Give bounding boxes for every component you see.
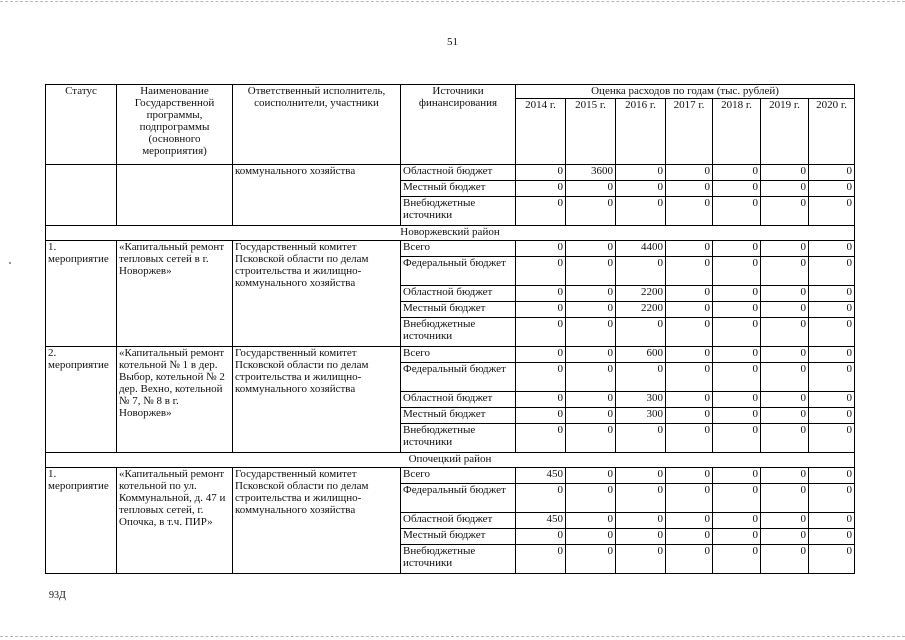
amount-cell: 0	[516, 181, 566, 197]
header-year: 2018 г.	[713, 99, 761, 165]
amount-cell: 0	[666, 347, 713, 363]
amount-cell: 0	[809, 513, 855, 529]
funding-source: Внебюджетные источники	[401, 318, 516, 347]
activity-status: 1. мероприятие	[46, 468, 117, 574]
funding-source: Областной бюджет	[401, 286, 516, 302]
header-year: 2020 г.	[809, 99, 855, 165]
funding-source: Федеральный бюджет	[401, 363, 516, 392]
amount-cell: 0	[616, 257, 666, 286]
amount-cell: 0	[761, 241, 809, 257]
amount-cell: 0	[713, 197, 761, 226]
amount-cell: 0	[809, 302, 855, 318]
amount-cell: 0	[809, 392, 855, 408]
amount-cell: 2200	[616, 286, 666, 302]
amount-cell: 0	[761, 257, 809, 286]
amount-cell: 4400	[616, 241, 666, 257]
amount-cell: 0	[566, 363, 616, 392]
section-title: Опочецкий район	[46, 453, 855, 468]
amount-cell: 0	[516, 241, 566, 257]
amount-cell: 0	[566, 468, 616, 484]
status-cell-empty	[46, 165, 117, 226]
amount-cell: 0	[666, 363, 713, 392]
amount-cell: 0	[761, 197, 809, 226]
amount-cell: 0	[666, 165, 713, 181]
amount-cell: 0	[809, 363, 855, 392]
section-row	[46, 453, 855, 468]
amount-cell: 0	[761, 545, 809, 574]
activity-name: «Капитальный ремонт котельной по ул. Коммунальной, д. 47 и тепловых сетей, г. Опочка, в т.ч. ПИР»	[117, 468, 233, 574]
amount-cell: 0	[809, 347, 855, 363]
activity-name: «Капитальный ремонт котельной № 1 в дер. Выбор, котельной № 2 дер. Вехно, котельной № 7, № 8 в г. Новоржев»	[117, 347, 233, 453]
amount-cell: 0	[616, 468, 666, 484]
amount-cell: 0	[809, 408, 855, 424]
amount-cell: 0	[566, 257, 616, 286]
funding-source: Всего	[401, 347, 516, 363]
amount-cell: 0	[516, 165, 566, 181]
amount-cell: 3600	[566, 165, 616, 181]
amount-cell: 0	[809, 529, 855, 545]
amount-cell: 0	[516, 286, 566, 302]
amount-cell: 0	[516, 257, 566, 286]
funding-source: Областной бюджет	[401, 165, 516, 181]
amount-cell: 300	[616, 408, 666, 424]
amount-cell: 0	[616, 513, 666, 529]
amount-cell: 0	[713, 545, 761, 574]
amount-cell: 0	[809, 165, 855, 181]
amount-cell: 0	[516, 363, 566, 392]
amount-cell: 0	[566, 302, 616, 318]
header-year: 2017 г.	[666, 99, 713, 165]
amount-cell: 0	[713, 181, 761, 197]
funding-source: Местный бюджет	[401, 302, 516, 318]
amount-cell: 0	[713, 347, 761, 363]
header-year: 2019 г.	[761, 99, 809, 165]
amount-cell: 0	[616, 545, 666, 574]
amount-cell: 0	[761, 513, 809, 529]
amount-cell: 0	[566, 318, 616, 347]
funding-source: Федеральный бюджет	[401, 484, 516, 513]
funding-source: Местный бюджет	[401, 181, 516, 197]
program-name-cell-empty	[117, 165, 233, 226]
amount-cell: 0	[809, 197, 855, 226]
amount-cell: 0	[666, 392, 713, 408]
activity-name: «Капитальный ремонт тепловых сетей в г. Новоржев»	[117, 241, 233, 347]
activity-status: 2. мероприятие	[46, 347, 117, 453]
funding-source: Местный бюджет	[401, 408, 516, 424]
amount-cell: 0	[516, 197, 566, 226]
header-status: Статус	[46, 85, 117, 165]
amount-cell: 0	[809, 545, 855, 574]
header-sources: Источники финансирования	[401, 85, 516, 165]
activity-executor: Государственный комитет Псковской области по делам строительства и жилищно-коммунального хозяйства	[233, 347, 401, 453]
amount-cell: 2200	[616, 302, 666, 318]
amount-cell: 0	[713, 286, 761, 302]
amount-cell: 0	[566, 545, 616, 574]
amount-cell: 0	[761, 392, 809, 408]
amount-cell: 0	[809, 286, 855, 302]
amount-cell: 0	[713, 513, 761, 529]
amount-cell: 0	[666, 286, 713, 302]
header-year: 2015 г.	[566, 99, 616, 165]
header-program-name: Наименование Государственной программы, подпрограммы (основного мероприятия)	[117, 85, 233, 165]
amount-cell: 0	[809, 257, 855, 286]
funding-source: Федеральный бюджет	[401, 257, 516, 286]
amount-cell: 0	[516, 484, 566, 513]
amount-cell: 600	[616, 347, 666, 363]
amount-cell: 0	[761, 424, 809, 453]
table-row	[46, 241, 855, 257]
amount-cell: 0	[761, 165, 809, 181]
amount-cell: 0	[516, 347, 566, 363]
funding-source: Местный бюджет	[401, 529, 516, 545]
amount-cell: 0	[713, 484, 761, 513]
amount-cell: 0	[616, 181, 666, 197]
section-title: Новоржевский район	[46, 226, 855, 241]
amount-cell: 0	[713, 165, 761, 181]
amount-cell: 0	[809, 181, 855, 197]
header-year: 2016 г.	[616, 99, 666, 165]
amount-cell: 450	[516, 513, 566, 529]
amount-cell: 0	[516, 545, 566, 574]
amount-cell: 0	[809, 424, 855, 453]
amount-cell: 0	[616, 424, 666, 453]
funding-source: Внебюджетные источники	[401, 545, 516, 574]
amount-cell: 0	[761, 529, 809, 545]
amount-cell: 0	[516, 392, 566, 408]
amount-cell: 0	[666, 484, 713, 513]
funding-source: Внебюджетные источники	[401, 424, 516, 453]
amount-cell: 0	[666, 257, 713, 286]
amount-cell: 0	[666, 181, 713, 197]
amount-cell: 0	[713, 408, 761, 424]
footer-code: 93Д	[49, 590, 66, 601]
amount-cell: 0	[713, 529, 761, 545]
amount-cell: 0	[566, 286, 616, 302]
amount-cell: 0	[566, 347, 616, 363]
amount-cell: 0	[666, 545, 713, 574]
amount-cell: 0	[761, 286, 809, 302]
activity-executor: Государственный комитет Псковской области по делам строительства и жилищно-коммунального хозяйства	[233, 241, 401, 347]
funding-source: Всего	[401, 468, 516, 484]
amount-cell: 0	[713, 318, 761, 347]
executor-cell: коммунального хозяйства	[233, 165, 401, 226]
header-executor: Ответственный исполнитель, соисполнители, участники	[233, 85, 401, 165]
amount-cell: 0	[666, 318, 713, 347]
funding-source: Всего	[401, 241, 516, 257]
amount-cell: 0	[713, 363, 761, 392]
amount-cell: 0	[761, 468, 809, 484]
amount-cell: 0	[616, 197, 666, 226]
amount-cell: 450	[516, 468, 566, 484]
amount-cell: 0	[713, 257, 761, 286]
amount-cell: 0	[666, 302, 713, 318]
header-estimate: Оценка расходов по годам (тыс. рублей)	[516, 85, 855, 99]
amount-cell: 0	[713, 468, 761, 484]
amount-cell: 0	[616, 318, 666, 347]
amount-cell: 0	[616, 484, 666, 513]
amount-cell: 0	[516, 424, 566, 453]
amount-cell: 0	[566, 513, 616, 529]
funding-source: Областной бюджет	[401, 392, 516, 408]
amount-cell: 0	[809, 318, 855, 347]
amount-cell: 0	[666, 468, 713, 484]
header-year: 2014 г.	[516, 99, 566, 165]
activity-executor: Государственный комитет Псковской области по делам строительства и жилищно-коммунального хозяйства	[233, 468, 401, 574]
amount-cell: 0	[666, 529, 713, 545]
amount-cell: 0	[761, 408, 809, 424]
amount-cell: 0	[666, 408, 713, 424]
amount-cell: 0	[616, 165, 666, 181]
amount-cell: 0	[566, 241, 616, 257]
amount-cell: 0	[761, 318, 809, 347]
amount-cell: 0	[666, 197, 713, 226]
table-body	[46, 165, 855, 574]
amount-cell: 0	[713, 302, 761, 318]
amount-cell: 0	[761, 347, 809, 363]
amount-cell: 0	[809, 241, 855, 257]
amount-cell: 0	[616, 529, 666, 545]
scan-bottom-edge	[0, 636, 905, 637]
activity-status: 1. мероприятие	[46, 241, 117, 347]
budget-table	[45, 84, 855, 574]
amount-cell: 0	[809, 468, 855, 484]
table-row	[46, 468, 855, 484]
table-row	[46, 347, 855, 363]
table-row	[46, 165, 855, 181]
amount-cell: 0	[516, 529, 566, 545]
amount-cell: 0	[616, 363, 666, 392]
scan-top-edge	[0, 1, 905, 2]
amount-cell: 0	[761, 363, 809, 392]
scan-speck	[9, 262, 11, 264]
amount-cell: 0	[516, 408, 566, 424]
amount-cell: 0	[809, 484, 855, 513]
amount-cell: 0	[516, 302, 566, 318]
amount-cell: 0	[666, 241, 713, 257]
amount-cell: 0	[566, 392, 616, 408]
amount-cell: 0	[761, 302, 809, 318]
amount-cell: 0	[761, 484, 809, 513]
page-number: 51	[447, 36, 458, 48]
amount-cell: 0	[761, 181, 809, 197]
amount-cell: 0	[666, 424, 713, 453]
amount-cell: 0	[516, 318, 566, 347]
amount-cell: 300	[616, 392, 666, 408]
funding-source: Внебюджетные источники	[401, 197, 516, 226]
amount-cell: 0	[713, 241, 761, 257]
amount-cell: 0	[566, 424, 616, 453]
funding-source: Областной бюджет	[401, 513, 516, 529]
amount-cell: 0	[566, 181, 616, 197]
amount-cell: 0	[566, 529, 616, 545]
section-row	[46, 226, 855, 241]
amount-cell: 0	[713, 392, 761, 408]
amount-cell: 0	[566, 408, 616, 424]
amount-cell: 0	[566, 197, 616, 226]
amount-cell: 0	[666, 513, 713, 529]
amount-cell: 0	[713, 424, 761, 453]
amount-cell: 0	[566, 484, 616, 513]
